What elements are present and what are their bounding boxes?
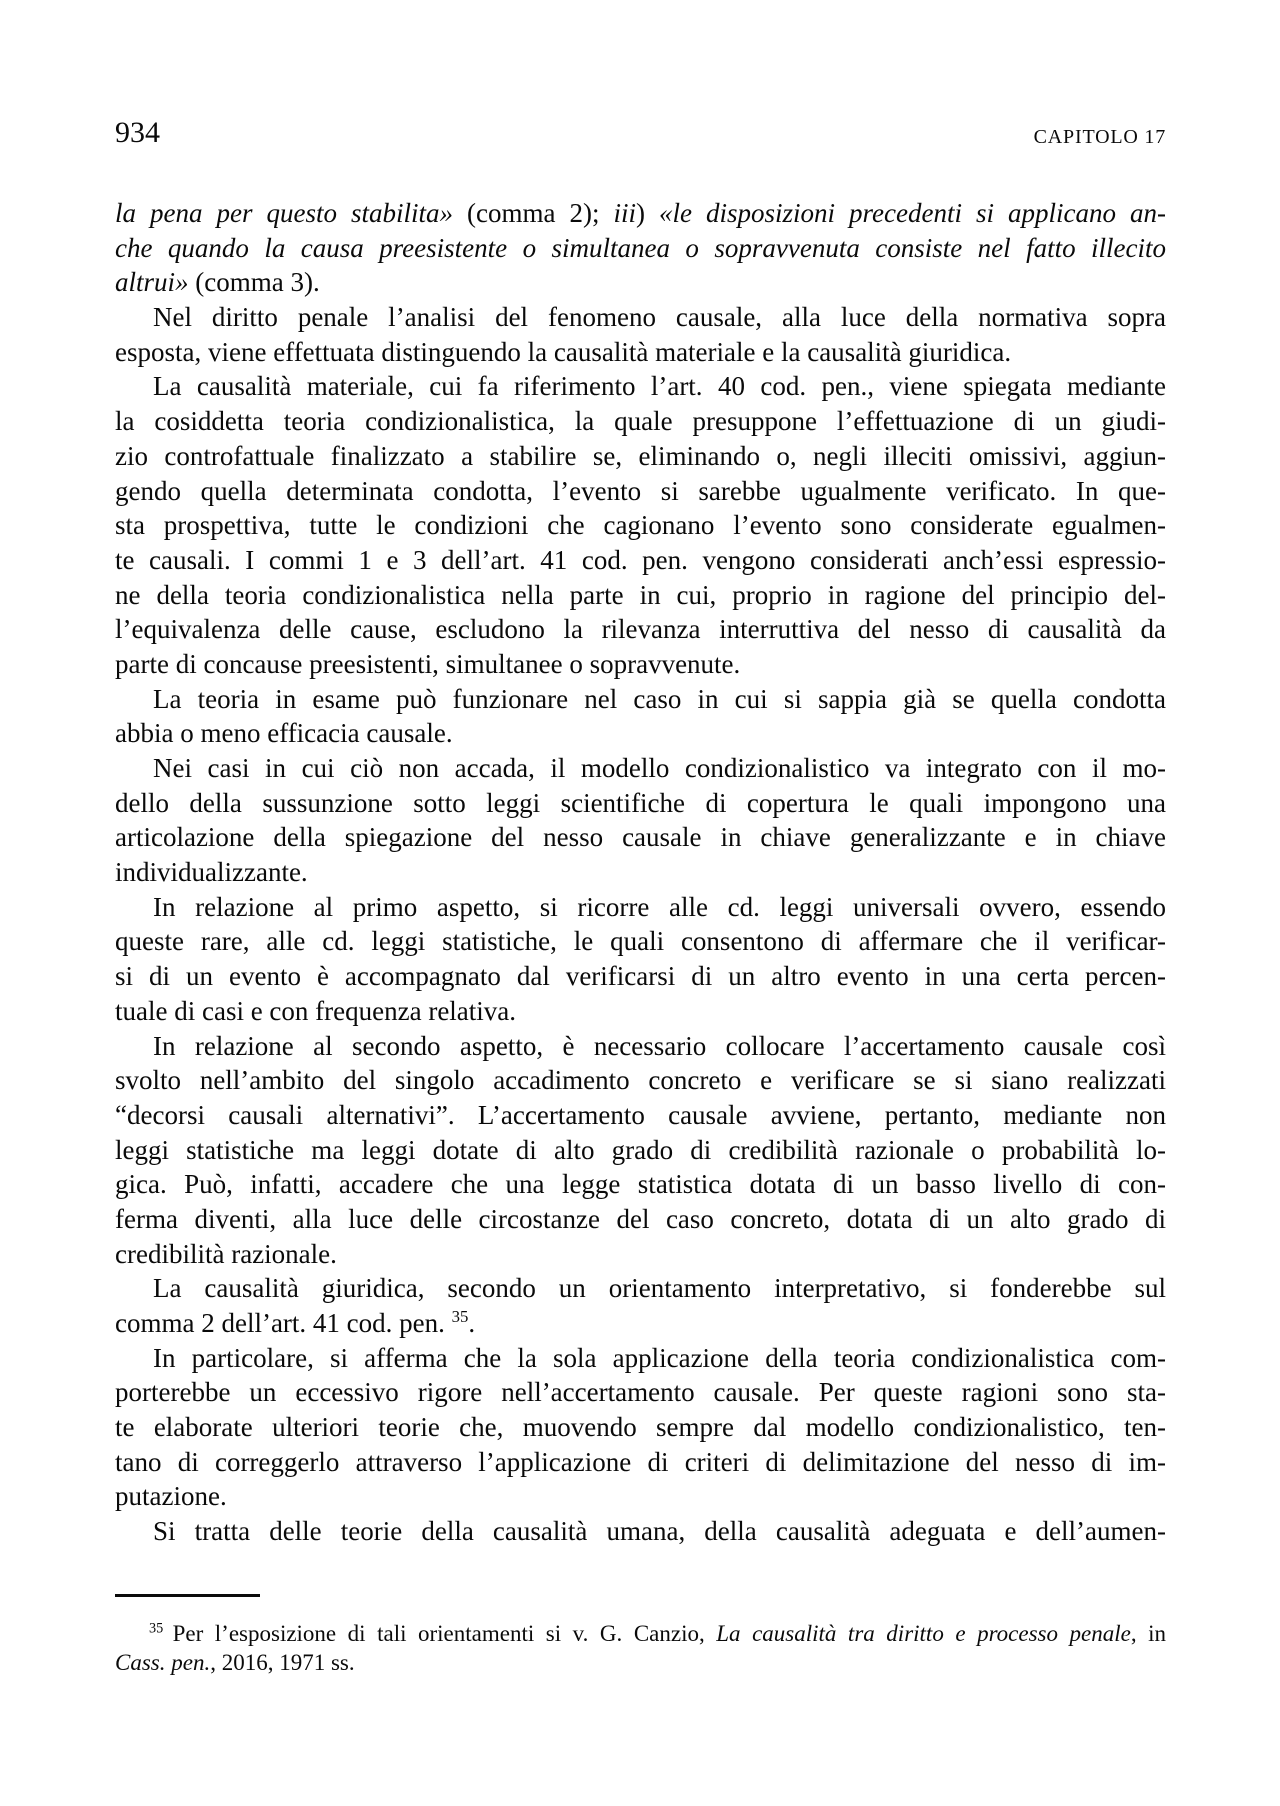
text-run: In particolare, si afferma che la sola applicazione della teoria condizionalistica com- xyxy=(153,1342,1166,1373)
text-line xyxy=(115,786,1166,821)
text-run: , in xyxy=(1130,1621,1167,1646)
text-line xyxy=(115,1341,1166,1376)
text-line xyxy=(115,890,1166,925)
text-line xyxy=(115,1237,1166,1272)
text-run: ferma diventi, alla luce delle circostanze del caso concreto, dotata di un alto grado di xyxy=(115,1203,1166,1234)
text-line xyxy=(115,1514,1166,1549)
text-line xyxy=(115,300,1166,335)
text-run: putazione. xyxy=(115,1481,227,1512)
text-run: esposta, viene effettuata distinguendo la causalità materiale e la causalità giuridica. xyxy=(115,336,1012,367)
text-run: . xyxy=(468,1308,476,1338)
text-run: dello della sussunzione sotto leggi scientifiche di copertura le quali impongono una xyxy=(115,787,1166,818)
text-line xyxy=(115,1029,1166,1064)
text-line xyxy=(115,231,1166,266)
text-line xyxy=(115,578,1166,613)
text-line xyxy=(115,820,1166,855)
text-line xyxy=(115,959,1166,994)
text-run: La causalità tra diritto e processo penale xyxy=(716,1621,1131,1646)
text-run: abbia o meno efficacia causale. xyxy=(115,718,453,749)
text-line xyxy=(115,1306,1166,1341)
text-run: 35 xyxy=(451,1307,469,1326)
text-line xyxy=(115,682,1166,717)
text-run: Cass. pen. xyxy=(115,1649,211,1675)
text-run: te causali. I commi 1 e 3 dell’art. 41 cod. pen. vengono considerati anch’essi espressio- xyxy=(115,544,1166,575)
text-run: articolazione della spiegazione del nesso causale in chiave generalizzante e in chiave xyxy=(115,822,1166,853)
text-run: In relazione al secondo aspetto, è necessario collocare l’accertamento causale così xyxy=(153,1030,1166,1061)
text-line xyxy=(115,196,1166,231)
text-run: che quando la causa preesistente o simultanea o sopravvenuta consiste nel fatto illecito xyxy=(115,232,1166,263)
text-run: queste rare, alle cd. leggi statistiche, le quali consentono di affermare che il verificar- xyxy=(115,926,1166,957)
text-line xyxy=(115,543,1166,578)
text-run: La teoria in esame può funzionare nel caso in cui si sappia già se quella condotta xyxy=(153,683,1166,714)
text-line xyxy=(115,265,1166,300)
text-run: Per l’esposizione di tali orientamenti si v. G. Canzio, xyxy=(172,1621,717,1646)
text-run: In relazione al primo aspetto, si ricorre alle cd. leggi universali ovvero, essendo xyxy=(153,891,1166,922)
text-line xyxy=(115,1133,1166,1168)
text-line xyxy=(115,1649,1166,1678)
text-line xyxy=(115,855,1166,890)
text-run: Nei casi in cui ciò non accada, il modello condizionalistico va integrato con il mo- xyxy=(153,753,1166,783)
chapter-running-head: CAPITOLO 17 xyxy=(1033,126,1166,148)
text-line xyxy=(115,751,1166,786)
text-run: si di un evento è accompagnato dal verificarsi di un altro evento in una certa percen- xyxy=(115,961,1166,992)
text-run: l’equivalenza delle cause, escludono la rilevanza interruttiva del nesso di causalità da xyxy=(115,614,1166,645)
text-line xyxy=(115,1479,1166,1514)
text-run: iii xyxy=(613,198,637,228)
text-run: comma 2 dell’art. 41 cod. pen. xyxy=(115,1308,452,1338)
text-line xyxy=(115,1202,1166,1237)
text-run: gendo quella determinata condotta, l’evento si sarebbe ugualmente verificato. In que- xyxy=(115,475,1166,506)
text-run: Nel diritto penale l’analisi del fenomeno causale, alla luce della normativa sopra xyxy=(153,302,1166,333)
text-run: leggi statistiche ma leggi dotate di alto grado di credibilità razionale o probabilità lo- xyxy=(115,1134,1166,1165)
footnote-text xyxy=(115,1620,1166,1677)
text-run: tano di correggerlo attraverso l’applicazione di criteri di delimitazione del nesso di im- xyxy=(115,1446,1166,1477)
text-line xyxy=(115,1620,1166,1649)
text-run: 35 xyxy=(149,1620,173,1637)
text-line xyxy=(115,474,1166,509)
text-run: gica. Può, infatti, accadere che una legge statistica dotata di un basso livello di con- xyxy=(115,1169,1166,1200)
text-run: ) xyxy=(636,198,660,228)
text-run: la cosiddetta teoria condizionalistica, la quale presuppone l’effettuazione di un giudi- xyxy=(115,406,1166,437)
text-line xyxy=(115,369,1166,404)
text-run: La causalità giuridica, secondo un orientamento interpretativo, si fonderebbe sul xyxy=(153,1273,1166,1304)
text-line xyxy=(115,716,1166,751)
text-line xyxy=(115,1410,1166,1445)
text-run: “decorsi causali alternativi”. L’accertamento causale avviene, pertanto, mediante non xyxy=(115,1099,1166,1130)
text-run: (comma 2); xyxy=(453,198,614,228)
text-run: , 2016, 1971 ss. xyxy=(210,1649,355,1675)
text-line xyxy=(115,439,1166,474)
text-line xyxy=(115,1445,1166,1480)
text-run: te elaborate ulteriori teorie che, muovendo sempre dal modello condizionalistico, ten- xyxy=(115,1412,1166,1443)
text-line xyxy=(115,647,1166,682)
footnote-separator xyxy=(115,1594,260,1597)
text-line xyxy=(115,1375,1166,1410)
text-run: altrui» xyxy=(115,267,189,298)
text-run: sta prospettiva, tutte le condizioni che cagionano l’evento sono considerate egualmen- xyxy=(115,510,1166,541)
text-run: ne della teoria condizionalistica nella parte in cui, proprio in ragione del principio del- xyxy=(115,579,1166,610)
text-run: «le disposizioni precedenti si applicano an- xyxy=(659,198,1166,228)
text-line xyxy=(115,612,1166,647)
text-run: La causalità materiale, cui fa riferimento l’art. 40 cod. pen., viene spiegata mediante xyxy=(153,371,1166,402)
text-line xyxy=(115,924,1166,959)
text-line xyxy=(115,1271,1166,1306)
text-run: credibilità razionale. xyxy=(115,1238,337,1269)
text-run: porterebbe un eccessivo rigore nell’accertamento causale. Per queste ragioni sono sta- xyxy=(115,1377,1166,1408)
text-line xyxy=(115,1098,1166,1133)
page-number: 934 xyxy=(115,116,160,149)
text-line xyxy=(115,404,1166,439)
text-run: zio controfattuale finalizzato a stabilire se, eliminando o, negli illeciti omissivi, aggiun- xyxy=(115,440,1166,471)
text-line xyxy=(115,335,1166,370)
text-run: (comma 3). xyxy=(188,267,320,298)
body-text xyxy=(115,196,1166,1549)
text-run: svolto nell’ambito del singolo accadimento concreto e verificare se si siano realizzati xyxy=(115,1065,1166,1096)
text-line xyxy=(115,508,1166,543)
text-run: tuale di casi e con frequenza relativa. xyxy=(115,995,517,1026)
text-run: individualizzante. xyxy=(115,857,308,888)
text-run: la pena per questo stabilita» xyxy=(115,198,454,228)
text-run: Si tratta delle teorie della causalità umana, della causalità adeguata e dell’aumen- xyxy=(153,1516,1166,1547)
text-line xyxy=(115,1063,1166,1098)
text-line xyxy=(115,1167,1166,1202)
text-line xyxy=(115,994,1166,1029)
text-run: parte di concause preesistenti, simultanee o sopravvenute. xyxy=(115,648,741,679)
